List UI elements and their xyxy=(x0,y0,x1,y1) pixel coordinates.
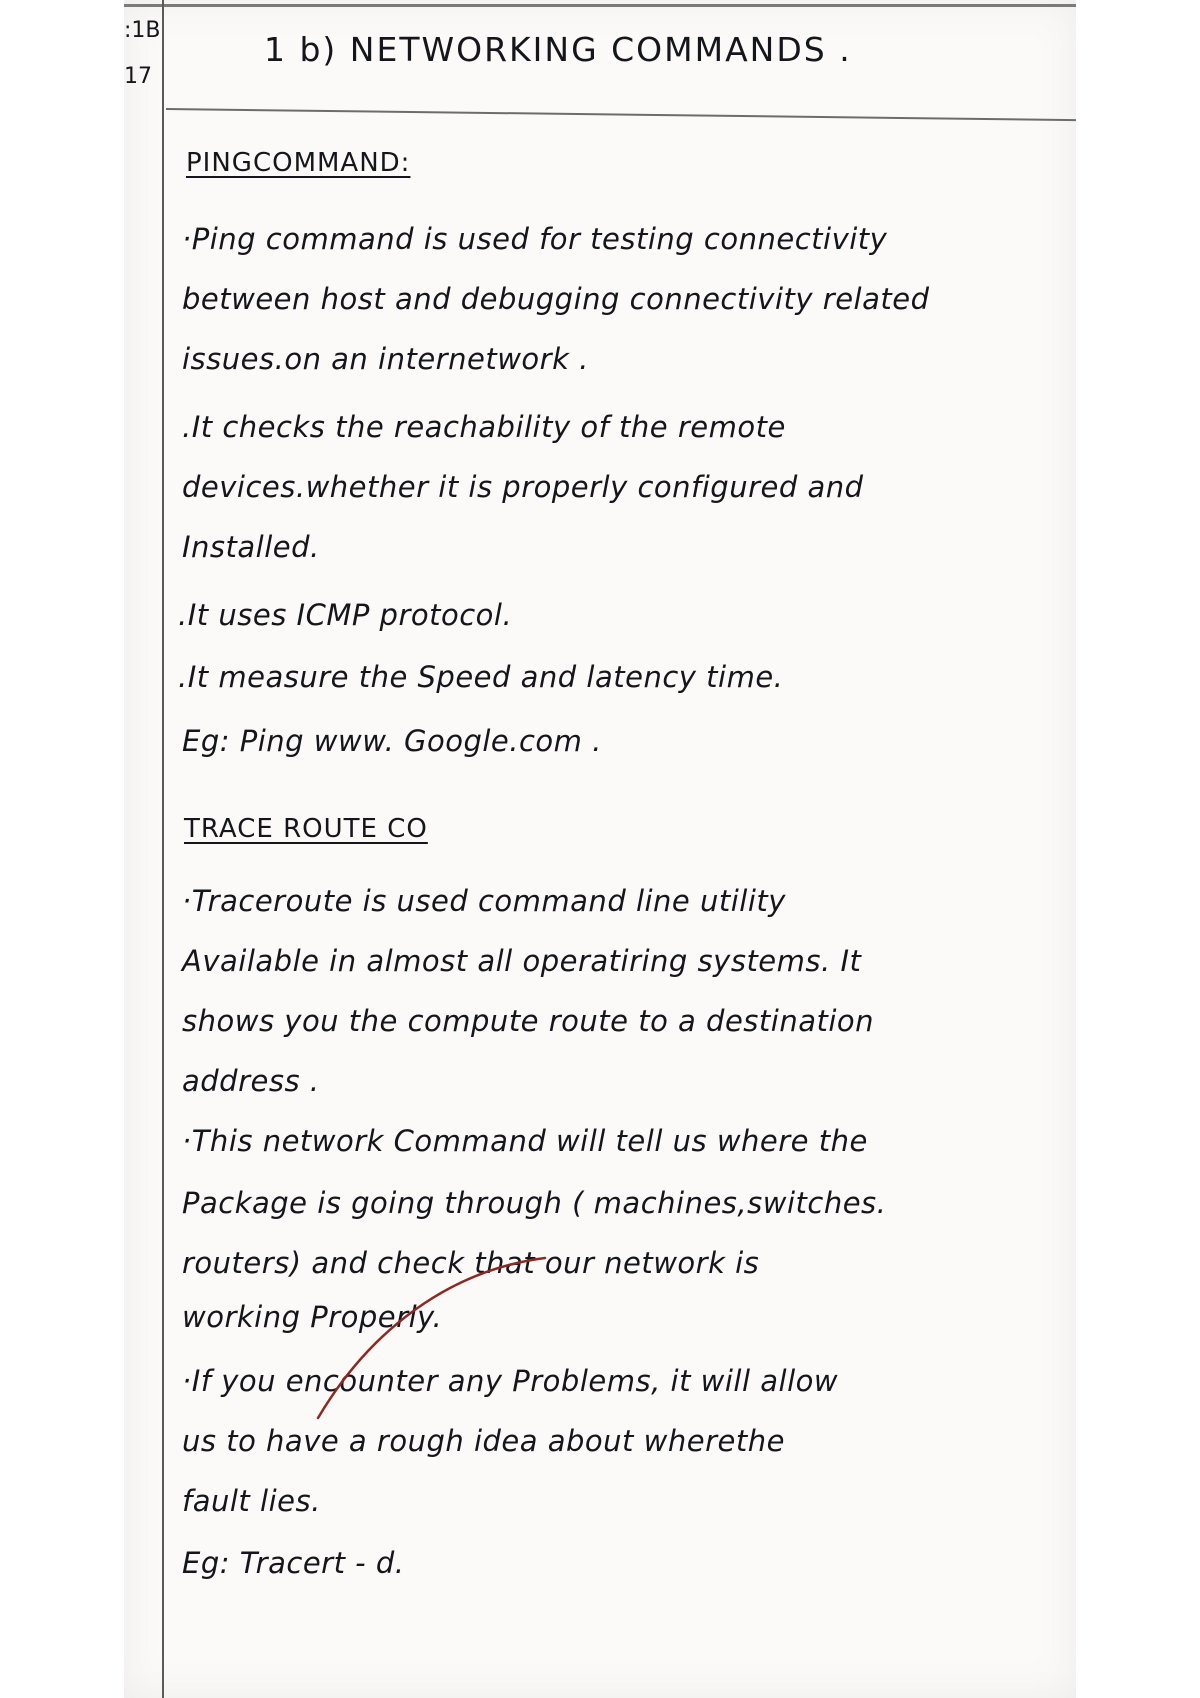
ping-line-8: .It measure the Speed and latency time. xyxy=(178,660,784,694)
ping-line-5: devices.whether it is properly configured and xyxy=(182,470,864,504)
traceroute-line-8: working Properly. xyxy=(182,1300,443,1334)
traceroute-line-11: fault lies. xyxy=(182,1484,321,1518)
traceroute-line-3: shows you the compute route to a destination xyxy=(182,1004,875,1038)
ping-line-7: .It uses ICMP protocol. xyxy=(178,598,513,632)
margin-rule xyxy=(162,0,164,1698)
traceroute-line-1: ·Traceroute is used command line utility xyxy=(182,884,786,918)
ping-line-1: ·Ping command is used for testing connectivity xyxy=(182,222,888,256)
ping-heading: PINGCOMMAND: xyxy=(186,148,411,178)
ping-line-4: .It checks the reachability of the remote xyxy=(182,410,786,444)
traceroute-example: Eg: Tracert - d. xyxy=(182,1546,405,1580)
traceroute-line-6: Package is going through ( machines,switches. xyxy=(182,1186,887,1220)
traceroute-line-9: ·If you encounter any Problems, it will allow xyxy=(182,1364,839,1398)
ping-line-3: issues.on an internetwork . xyxy=(182,342,589,376)
traceroute-line-5: ·This network Command will tell us where the xyxy=(182,1124,868,1158)
traceroute-line-2: Available in almost all operatiring systems. It xyxy=(182,944,862,978)
page-title: 1 b) NETWORKING COMMANDS . xyxy=(264,30,852,69)
margin-note-bottom: 17 xyxy=(124,64,152,89)
top-rule xyxy=(124,4,1076,7)
margin-note-top: :1B xyxy=(124,18,161,43)
traceroute-line-10: us to have a rough idea about wherethe xyxy=(182,1424,785,1458)
ping-line-2: between host and debugging connectivity related xyxy=(182,282,930,316)
ping-example: Eg: Ping www. Google.com . xyxy=(182,724,602,758)
ping-line-6: Installed. xyxy=(182,530,320,564)
traceroute-line-7: routers) and check that our network is xyxy=(182,1246,760,1280)
traceroute-line-4: address . xyxy=(182,1064,320,1098)
traceroute-heading: TRACE ROUTE CO xyxy=(184,814,428,844)
